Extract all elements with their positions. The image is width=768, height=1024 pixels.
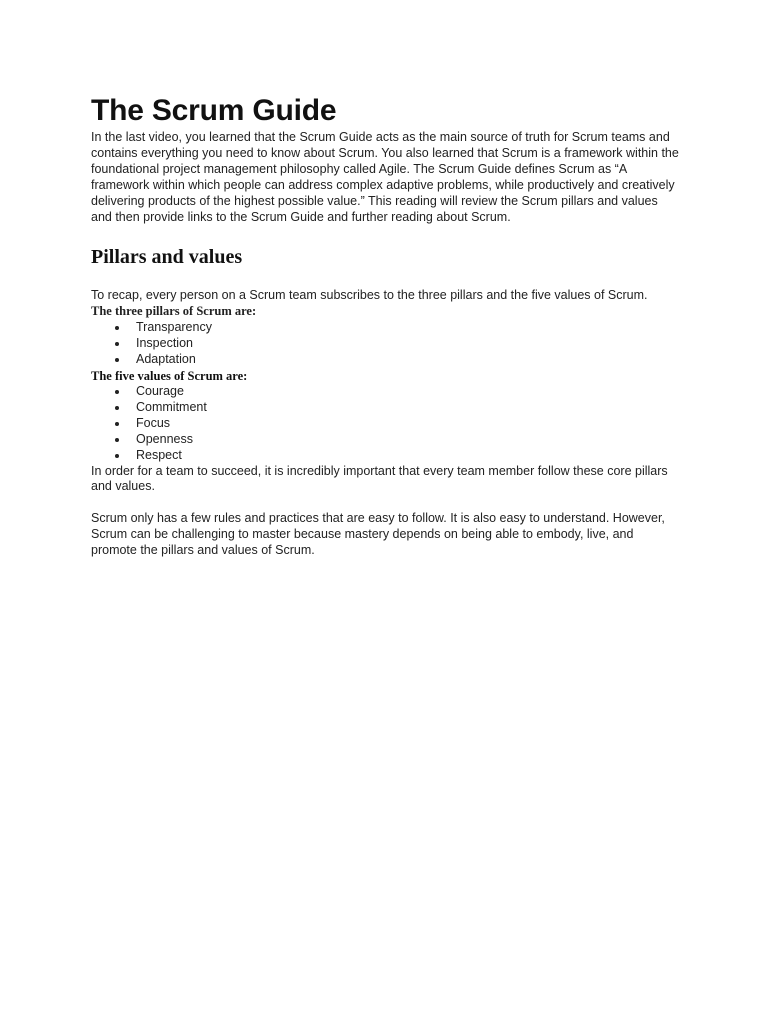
value-label: Respect (136, 447, 182, 462)
list-item (91, 448, 691, 464)
value-label: Openness (136, 431, 193, 446)
pillar-label: Inspection (136, 336, 193, 351)
bullet-icon (115, 342, 119, 346)
value-label: Focus (136, 415, 171, 430)
pillar-label: Adaptation (136, 352, 196, 367)
list-item (91, 352, 691, 368)
document-page (91, 92, 691, 559)
outro-paragraph-1: In order for a team to succeed, it is incredibly important that every team member follow these core pillars and values. (91, 463, 668, 494)
list-item (91, 336, 691, 352)
pillar-label: Transparency (136, 320, 212, 335)
page-title: The Scrum Guide (91, 94, 337, 127)
recap-text: To recap, every person on a Scrum team subscribes to the three pillars and the five values of Scrum. (91, 288, 648, 303)
bullet-icon (115, 326, 119, 330)
list-item (91, 432, 691, 448)
bullet-icon (115, 358, 119, 362)
list-item (91, 416, 691, 432)
bullet-icon (115, 454, 119, 458)
recap-paragraph (91, 288, 651, 320)
values-label: The five values of Scrum are: (91, 368, 248, 383)
bullet-icon (115, 390, 119, 394)
list-item (91, 384, 691, 400)
intro-paragraph: In the last video, you learned that the Scrum Guide acts as the main source of truth for Scrum teams and contains everything you need to know about Scrum. You also learned that Scrum is a framework within the foundational project management philosophy called Agile. The Scrum Guide defines Scrum as “A framework within which people can address complex adaptive problems, while productively and creatively delivering products of the highest possible value.” This reading will review the Scrum pillars and values and then provide links to the Scrum Guide and further reading about Scrum. (91, 130, 679, 224)
value-label: Commitment (136, 399, 207, 414)
outro-paragraph-2: Scrum only has a few rules and practices that are easy to follow. It is also easy to understand. However, Scrum can be challenging to master because mastery depends on being able to embody, live, and promote the pillars and values of Scrum. (91, 511, 665, 558)
list-item (91, 400, 691, 416)
list-item (91, 320, 691, 336)
section-heading: Pillars and values (91, 246, 243, 269)
bullet-icon (115, 422, 119, 426)
pillars-list (91, 320, 691, 368)
value-label: Courage (136, 383, 184, 398)
values-list (91, 384, 691, 464)
bullet-icon (115, 406, 119, 410)
bullet-icon (115, 438, 119, 442)
pillars-label: The three pillars of Scrum are: (91, 304, 257, 319)
